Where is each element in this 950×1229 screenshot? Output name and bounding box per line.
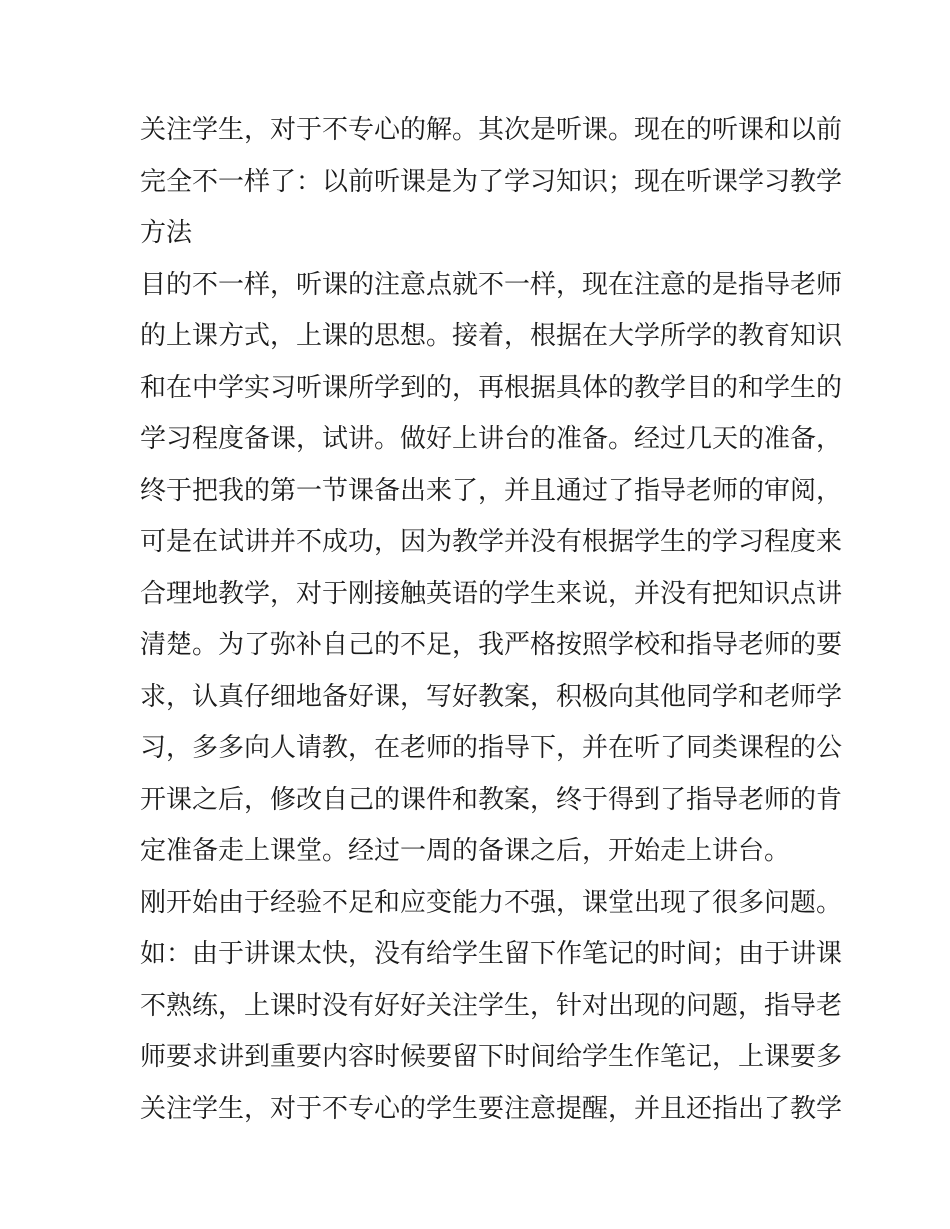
text-line: 不熟练，上课时没有好好关注学生，针对出现的问题，指导老 bbox=[140, 990, 843, 1021]
text-line: 开课之后，修改自己的课件和教案，终于得到了指导老师的肯 bbox=[140, 784, 843, 815]
text-line: 求，认真仔细地备好课，写好教案，积极向其他同学和老师学 bbox=[140, 681, 843, 712]
text-line: 定准备走上课堂。经过一周的备课之后，开始走上讲台。 bbox=[140, 836, 791, 866]
text-line: 关注学生，对于不专心的学生要注意提醒，并且还指出了教学 bbox=[140, 1093, 843, 1124]
text-line: 方法 bbox=[140, 218, 193, 248]
text-line: 如：由于讲课太快，没有给学生留下作笔记的时间；由于讲课 bbox=[140, 939, 843, 969]
text-line: 终于把我的第一节课备出来了，并且通过了指导老师的审阅， bbox=[140, 475, 843, 506]
text-line: 清楚。为了弥补自己的不足，我严格按照学校和指导老师的要 bbox=[140, 630, 843, 660]
text-line: 和在中学实习听课所学到的，再根据具体的教学目的和学生的 bbox=[140, 372, 843, 403]
text-line: 可是在试讲并不成功，因为教学并没有根据学生的学习程度来 bbox=[140, 527, 843, 557]
text-line: 刚开始由于经验不足和应变能力不强，课堂出现了很多问题。 bbox=[140, 887, 843, 918]
text-line: 师要求讲到重要内容时候要留下时间给学生作笔记，上课要多 bbox=[140, 1042, 843, 1072]
text-line: 完全不一样了：以前听课是为了学习知识；现在听课学习教学 bbox=[140, 166, 843, 197]
text-line: 目的不一样，听课的注意点就不一样，现在注意的是指导老师 bbox=[140, 269, 843, 300]
text-line: 合理地教学，对于刚接触英语的学生来说，并没有把知识点讲 bbox=[140, 578, 843, 609]
text-line: 关注学生，对于不专心的解。其次是听课。现在的听课和以前 bbox=[140, 115, 843, 145]
text-line: 学习程度备课，试讲。做好上讲台的准备。经过几天的准备， bbox=[140, 424, 843, 454]
body-text bbox=[140, 105, 843, 1135]
text-line: 习，多多向人请教，在老师的指导下，并在听了同类课程的公 bbox=[140, 733, 843, 763]
text-line: 的上课方式，上课的思想。接着，根据在大学所学的教育知识 bbox=[140, 321, 843, 351]
